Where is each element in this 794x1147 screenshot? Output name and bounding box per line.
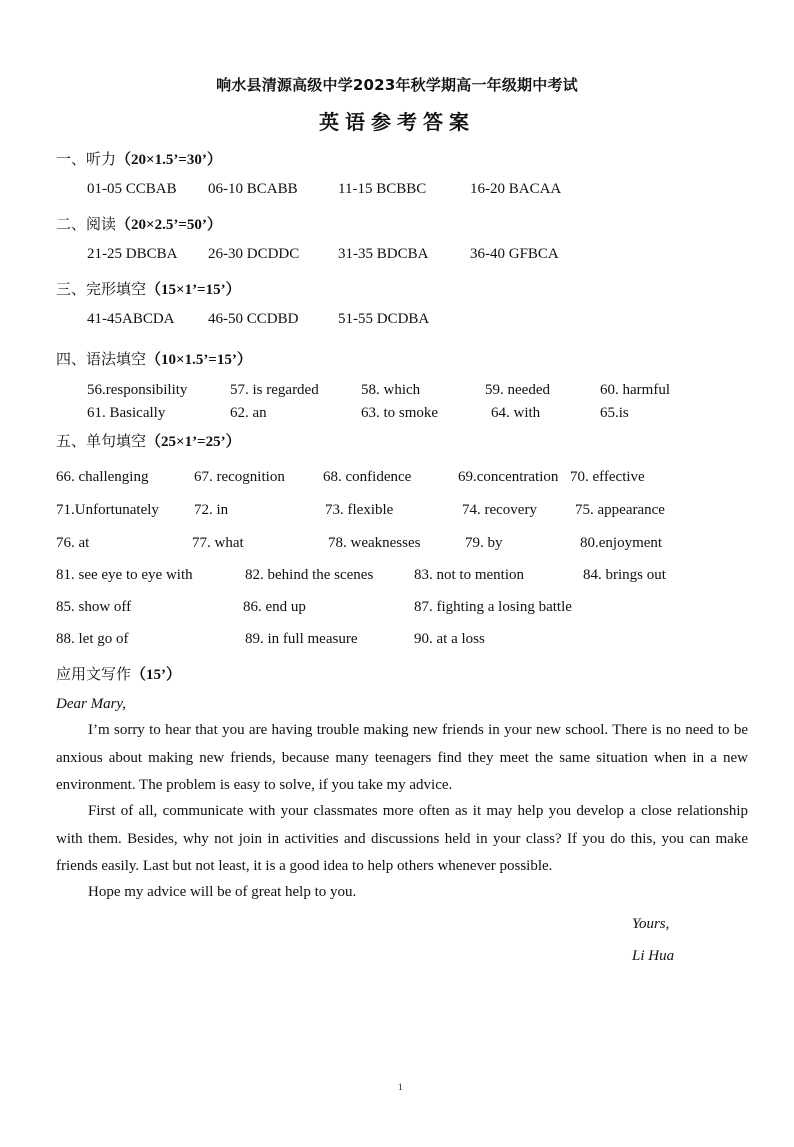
answer-group: 16-20 BACAA (470, 181, 562, 197)
answer-item: 66. challenging (56, 469, 149, 485)
answer-item: 60. harmful (600, 382, 670, 398)
answer-item: 63. to smoke (361, 405, 439, 421)
answer-item: 83. not to mention (414, 567, 524, 583)
section-name: 应用文写作 (56, 665, 132, 683)
answer-item: 84. brings out (583, 567, 666, 583)
answer-item: 77. what (192, 535, 244, 551)
answer-item: 61. Basically (87, 405, 166, 421)
answer-item: 86. end up (243, 599, 306, 615)
answer-item: 68. confidence (323, 469, 412, 485)
answer-item: 90. at a loss (414, 631, 485, 647)
answer-item: 64. with (491, 405, 541, 421)
answer-item: 79. by (465, 535, 503, 551)
section-name: 一、听力 (56, 150, 117, 168)
section-score: （15×1’=15’） (146, 282, 241, 298)
answer-item: 78. weaknesses (328, 535, 421, 551)
answer-item: 80.enjoyment (580, 535, 663, 551)
letter-closing: Yours, (632, 916, 670, 932)
answer-item: 73. flexible (325, 502, 394, 518)
answer-group: 36-40 GFBCA (470, 246, 559, 262)
answer-group: 06-10 BCABB (208, 181, 298, 197)
section-sentence-heading (56, 430, 241, 451)
section-name: 四、语法填空 (56, 350, 147, 368)
section-score: （25×1’=25’） (146, 434, 241, 450)
answer-group: 51-55 DCDBA (338, 311, 430, 327)
section-reading-heading (56, 213, 222, 234)
section-score: （15’） (131, 667, 182, 683)
answer-group: 01-05 CCBAB (87, 181, 177, 197)
answer-item: 58. which (361, 382, 421, 398)
answer-item: 89. in full measure (245, 631, 358, 647)
document-title: 英语参考答案 (319, 110, 475, 134)
letter-salutation: Dear Mary, (56, 696, 126, 712)
section-grammar-heading (56, 348, 252, 369)
answer-item: 76. at (56, 535, 90, 551)
answer-item: 75. appearance (575, 502, 665, 518)
answer-group: 31-35 BDCBA (338, 246, 429, 262)
answer-item: 57. is regarded (230, 382, 319, 398)
answer-item: 59. needed (485, 382, 550, 398)
section-name: 二、阅读 (56, 215, 117, 233)
answer-group: 41-45ABCDA (87, 311, 175, 327)
answer-item: 67. recognition (194, 469, 285, 485)
answer-group: 46-50 CCDBD (208, 311, 299, 327)
letter-paragraph: I’m sorry to hear that you are having trouble making new friends in your new school. There is no need to be anxious about making new friends, because many teenagers find they meet the same situation when in a new environment. The problem is easy to solve, if you take my advice. (56, 722, 748, 793)
section-writing-heading (56, 663, 181, 684)
answer-item: 69.concentration (458, 469, 559, 485)
answer-item: 87. fighting a losing battle (414, 599, 572, 615)
section-name: 三、完形填空 (56, 280, 147, 298)
page-number: 1 (398, 1082, 403, 1092)
answer-group: 26-30 DCDDC (208, 246, 300, 262)
letter-paragraph: Hope my advice will be of great help to you. (88, 884, 357, 900)
answer-item: 88. let go of (56, 631, 129, 647)
section-listening-heading (56, 148, 222, 169)
answer-item: 72. in (194, 502, 229, 518)
answer-group: 21-25 DBCBA (87, 246, 178, 262)
answer-item: 74. recovery (462, 502, 537, 518)
answer-item: 81. see eye to eye with (56, 567, 193, 583)
answer-item: 65.is (600, 405, 629, 421)
section-score: （20×1.5’=30’） (116, 152, 222, 168)
answer-item: 62. an (230, 405, 267, 421)
school-exam-title: 响水县清源高级中学2023年秋学期高一年级期中考试 (216, 76, 578, 94)
answer-group: 11-15 BCBBC (338, 181, 427, 197)
section-cloze-heading (56, 278, 241, 299)
section-name: 五、单句填空 (56, 432, 147, 450)
answer-item: 82. behind the scenes (245, 567, 374, 583)
answer-item: 71.Unfortunately (56, 502, 159, 518)
answer-item: 70. effective (570, 469, 645, 485)
letter-signature: Li Hua (632, 948, 675, 964)
section-score: （10×1.5’=15’） (146, 352, 252, 368)
letter-paragraph: First of all, communicate with your classmates more often as it may help you develop a close relationship with them. Besides, why not join in activities and discussions held in your class? If you do this, you can make friends easily. Last but not least, it is a good idea to help others whenever possible. (56, 803, 748, 874)
section-score: （20×2.5’=50’） (116, 217, 222, 233)
answer-item: 56.responsibility (87, 382, 188, 398)
answer-item: 85. show off (56, 599, 132, 615)
